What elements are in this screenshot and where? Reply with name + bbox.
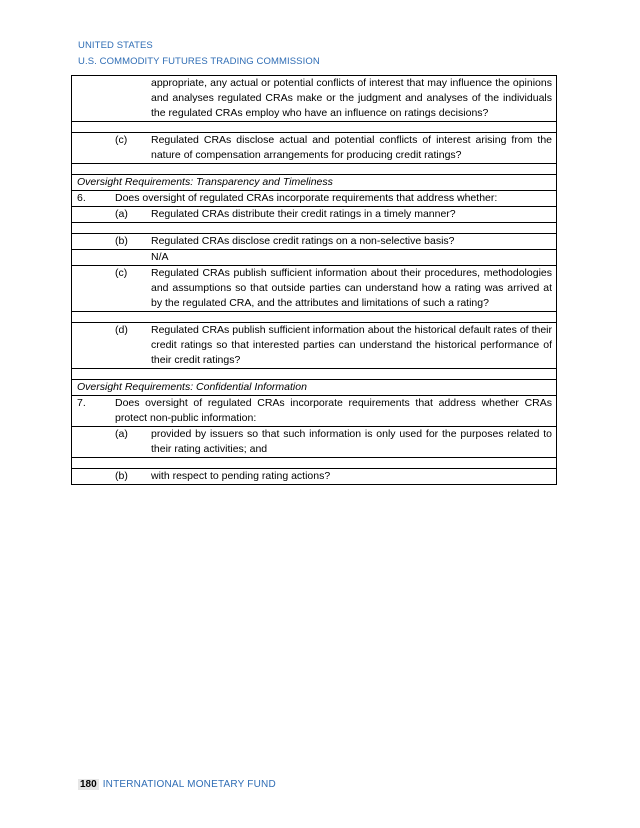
question-text: Regulated CRAs distribute their credit ratings in a timely manner? <box>151 208 456 220</box>
continued-question-text: appropriate, any actual or potential conflicts of interest that may influence the opinions and analyses regulated CRAs make or the judgment and analyses of the individuals the regulated CRAs employ who have an influence on ratings decisions? <box>72 76 557 122</box>
question-text: Does oversight of regulated CRAs incorporate requirements that address whether CRAs protect non-public information: <box>115 397 552 424</box>
question-label: (b) <box>115 235 128 247</box>
question-text: Regulated CRAs disclose actual and potential conflicts of interest arising from the nature of compensation arrangements for producing credit ratings? <box>151 134 552 161</box>
page-number: 180 <box>80 779 97 790</box>
table-row <box>72 427 557 458</box>
question-6 <box>77 191 552 206</box>
table-row <box>72 396 557 427</box>
question-label: (c) <box>115 267 128 279</box>
table-row <box>72 175 557 191</box>
table-row <box>72 469 557 485</box>
answer-row <box>72 223 557 234</box>
question-label: (b) <box>115 470 128 482</box>
table-row <box>72 250 557 266</box>
header-agency: U.S. COMMODITY FUTURES TRADING COMMISSION <box>78 56 320 67</box>
question-7b <box>77 469 552 484</box>
answer-row <box>72 458 557 469</box>
question-6a <box>77 207 552 222</box>
table-row <box>72 380 557 396</box>
answer-row <box>72 122 557 133</box>
section-heading: Oversight Requirements: Transparency and Timeliness <box>72 175 557 191</box>
question-text: Regulated CRAs publish sufficient information about their procedures, methodologies and assumptions so that outside parties can understand how a rating was arrived at by the regulated CRA, and the attributes and limitations of such a rating? <box>151 267 552 309</box>
answer-row <box>72 164 557 175</box>
question-label: (d) <box>115 324 128 336</box>
question-text: Does oversight of regulated CRAs incorporate requirements that address whether: <box>115 192 498 204</box>
table-row <box>72 207 557 223</box>
header-country: UNITED STATES <box>78 40 153 51</box>
question-label: (c) <box>115 134 128 146</box>
question-7a <box>77 427 552 457</box>
table-row <box>72 76 557 122</box>
question-6b <box>77 234 552 249</box>
question-5c <box>77 133 552 163</box>
question-text: Regulated CRAs disclose credit ratings on a non-selective basis? <box>151 235 455 247</box>
question-label: (a) <box>115 208 128 220</box>
question-text: with respect to pending rating actions? <box>151 470 331 482</box>
question-text: provided by issuers so that such information is only used for the purposes related to their rating activities; and <box>151 428 552 455</box>
footer-org: INTERNATIONAL MONETARY FUND <box>102 779 276 790</box>
answer-row <box>72 369 557 380</box>
question-number: 7. <box>77 397 86 409</box>
page-footer <box>78 779 276 790</box>
answer-text: N/A <box>72 250 557 266</box>
question-6d <box>77 323 552 368</box>
question-text: Regulated CRAs publish sufficient information about the historical default rates of their credit ratings so that interested parties can understand the historical performance of their credit ratings? <box>151 324 552 366</box>
table-row <box>72 266 557 312</box>
table-row <box>72 191 557 207</box>
question-label: (a) <box>115 428 128 440</box>
question-6c <box>77 266 552 311</box>
table-row <box>72 234 557 250</box>
answer-row <box>72 312 557 323</box>
table-row <box>72 133 557 164</box>
questionnaire-table <box>71 75 557 485</box>
question-7 <box>77 396 552 426</box>
question-number: 6. <box>77 192 86 204</box>
table-row <box>72 323 557 369</box>
section-heading: Oversight Requirements: Confidential Information <box>72 380 557 396</box>
